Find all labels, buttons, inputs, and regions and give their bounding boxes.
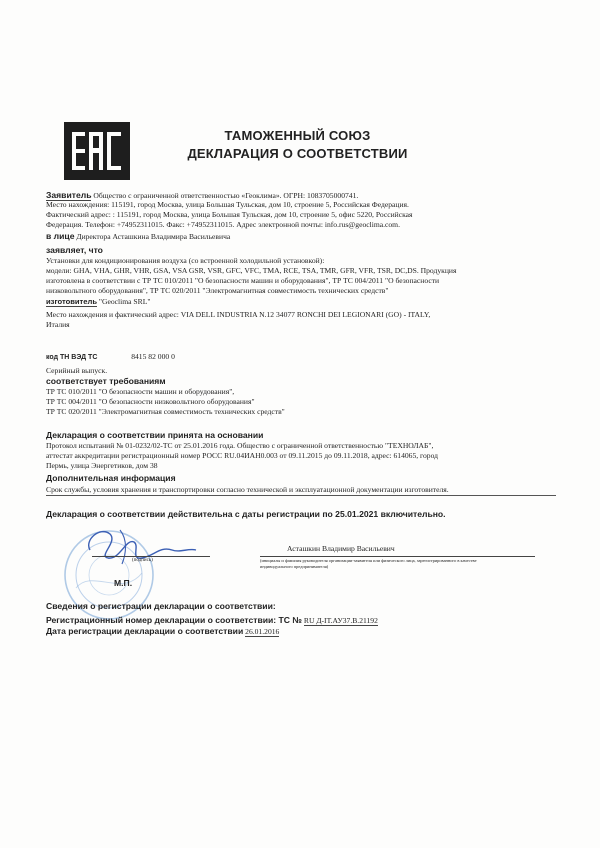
manufacturer-label: изготовитель <box>46 297 97 306</box>
requirements-label: соответствует требованиям <box>46 376 166 386</box>
stamp-place-label: М.П. <box>114 578 133 588</box>
manufacturer-address-2: Италия <box>46 320 70 329</box>
requirement-item: ТР ТС 004/2011 "О безопасности низковольтного оборудования" <box>46 397 255 406</box>
basis-line-1: Протокол испытаний № 01-0232/02-ТС от 25.01.2016 года. Общество с ограниченной ответственностью "ТЕХНОЛАБ", <box>46 441 434 450</box>
representative-line <box>46 231 556 242</box>
tnved-line <box>46 352 556 363</box>
product-line-1: Установки для кондиционирования воздуха (со встроенной холодильной установкой): <box>46 256 325 265</box>
validity-text: Декларация о соответствии действительна с даты регистрации по 25.01.2021 включительно. <box>46 509 446 519</box>
requirement-item: ТР ТС 010/2011 "О безопасности машин и оборудования", <box>46 387 235 396</box>
applicant-actual-address-1: Фактический адрес: : 115191, город Москва, улица Большая Тульская, дом 10, строение 5, офис 5220, Российская <box>46 210 413 219</box>
applicant-actual-address-2: Федерация. Телефон: +74952311015. Факс: +74952311015. Адрес электронной почты: info.rus@geoclima.com. <box>46 220 400 229</box>
applicant-location: Место нахождения: 115191, город Москва, улица Большая Тульская, дом 10, строение 5, Российская Федерация. <box>46 200 409 209</box>
product-line-3: изготовлена в соответствии с ТР ТС 010/2011 "О безопасности машин и оборудования", ТР ТС 004/2011 "О безопасности <box>46 276 440 285</box>
requirement-item: ТР ТС 020/2011 "Электромагнитная совместимость технических средств" <box>46 407 285 416</box>
tnved-label: код ТН ВЭД ТС <box>46 354 98 361</box>
manufacturer-name: "Geoclima SRL" <box>98 297 151 306</box>
signer-note-1: (инициалы и фамилия руководителя организации-заявителя или физического лица, зарегистрированного в качестве <box>260 558 477 563</box>
signature-caption: (подпись) <box>132 558 153 563</box>
registration-date-line <box>46 626 556 637</box>
registration-date-value: 26.01.2016 <box>245 627 280 636</box>
signer-note-2: индивидуального предпринимателя) <box>260 564 329 569</box>
serial-release: Серийный выпуск. <box>46 366 108 375</box>
basis-line-3: Пермь, улица Энергетиков, дом 38 <box>46 461 158 470</box>
eac-logo <box>64 122 130 180</box>
registration-number-line <box>46 615 556 626</box>
representative-name: Директора Асташкина Владимира Васильевича <box>76 232 231 241</box>
registration-date-label: Дата регистрации декларации о соответствии <box>46 626 244 636</box>
signer-name-line <box>260 556 535 557</box>
registration-number-value: RU Д-IT.АУ37.В.21192 <box>303 616 378 625</box>
eac-logo-icon <box>64 122 130 180</box>
extra-info-label: Дополнительная информация <box>46 473 176 483</box>
signature-line <box>92 556 210 557</box>
representative-label: в лице <box>46 231 75 241</box>
manufacturer-line <box>46 297 556 307</box>
product-line-2: модели: GHA, VHA, GHR, VHR, GSA, VSA GSR, VSR, GFC, VFC, TMA, RCE, TSA, TMR, GFR, VFR, TSR, DC,DS. Продукция <box>46 266 457 275</box>
applicant-name: Общество с ограниченной ответственностью «Геоклима». ОГРН: 1083705000741. <box>93 191 359 200</box>
declares-label: заявляет, что <box>46 245 103 255</box>
product-line-4: низковольтного оборудования", ТР ТС 020/2011 "Электромагнитная совместимость технических средств" <box>46 286 389 295</box>
signer-name: Асташкин Владимир Васильевич <box>287 544 395 553</box>
manufacturer-address-1: Место нахождения и фактический адрес: VIA DELL INDUSTRIA N.12 34077 RONCHI DEI LEGIONARI (GO) - ITALY, <box>46 310 431 319</box>
tnved-value: 8415 82 000 0 <box>131 352 175 361</box>
basis-line-2: аттестат аккредитации регистрационный номер РОСС RU.04ИАН0.003 от 09.11.2015 до 09.11.2018, адрес: 614065, город <box>46 451 439 460</box>
applicant-label: Заявитель <box>46 190 92 200</box>
registration-label: Сведения о регистрации декларации о соответствии: <box>46 601 276 611</box>
basis-label: Декларация о соответствии принята на основании <box>46 430 264 440</box>
union-title: ТАМОЖЕННЫЙ СОЮЗ <box>224 128 371 143</box>
declaration-title: ДЕКЛАРАЦИЯ О СООТВЕТСТВИИ <box>187 146 408 161</box>
extra-info-text: Срок службы, условия хранения и транспортировки согласно технической и эксплуатационной документации изготовителя. <box>46 485 556 496</box>
registration-number-label: Регистрационный номер декларации о соответствии: ТС № <box>46 615 302 625</box>
